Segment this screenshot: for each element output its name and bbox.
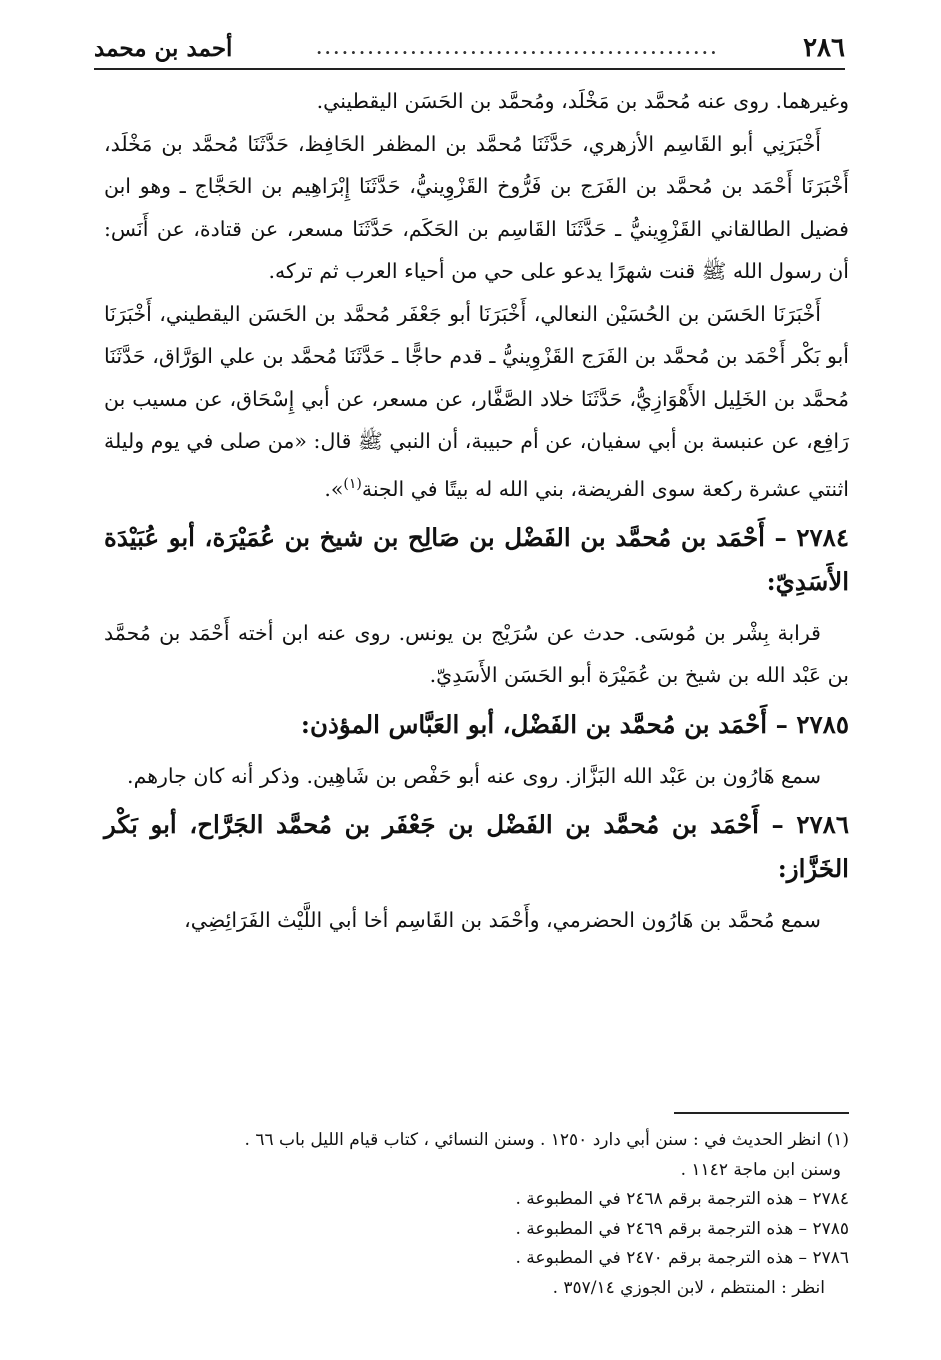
footnote-2785: ٢٧٨٥ – هذه الترجمة برقم ٢٤٦٩ في المطبوعة . [515, 1218, 849, 1239]
footnotes [96, 1126, 849, 1303]
main-text [104, 80, 849, 942]
running-title: أحمد بن محمد [94, 34, 233, 62]
hadith-2-end: ». [324, 476, 344, 501]
hadith-paragraph-1: أَخْبَرَنِي أبو القَاسِم الأزهري، حَدَّثَنَا مُحمَّد بن المظفر الحَافِظ، حَدَّثَنَا مُحمَّد بن مَخْلَد، أَخْبَرَنَا أَحْمَد بن مُحمَّد بن الفَرَج بن فَرُّوخ القَزْوِينيُّ، حَدَّثَنَا إِبْرَاهِيم بن الحَجَّاج ـ وهو ابن فضيل الطالقاني القَزْوِينيُّ ـ حَدَّثَنَا القَاسِم بن الحَكَم، حَدَّثَنَا مسعر، عن قتادة، عن أَنَس: أن رسول الله ﷺ قنت شهرًا يدعو على حي من أحياء العرب ثم تركه. [104, 131, 849, 283]
page-number: ٢٨٦ [803, 33, 845, 63]
footnote-1-line-1: (١) انظر الحديث في : سنن أبي دارد ١٢٥٠ . وسنن النسائي ، كتاب قيام الليل باب ٦٦ . [244, 1130, 849, 1150]
entry-2784-heading: ٢٧٨٤ – أَحْمَد بن مُحمَّد بن الفَضْل بن صَالِح بن شيخ بن عُمَيْرَة، أبو عُبَيْدَة الأَسَدِيّ: [104, 522, 849, 596]
header-leader-dots: ............................................... [316, 38, 720, 58]
running-header [94, 28, 845, 70]
footnote-2784: ٢٧٨٤ – هذه الترجمة برقم ٢٤٦٨ في المطبوعة . [515, 1189, 849, 1209]
entry-2785-heading: ٢٧٨٥ – أَحْمَد بن مُحمَّد بن الفَضْل، أبو العَبَّاس المؤذن: [300, 709, 849, 739]
footnote-see-also: انظر : المنتظم ، لابن الجوزي ٣٥٧/١٤ . [552, 1277, 825, 1298]
footnote-2786: ٢٧٨٦ – هذه الترجمة برقم ٢٤٧٠ في المطبوعة . [515, 1248, 849, 1268]
entry-2785-text: سمع هَارُون بن عَبْد الله البَزَّاز. روى عنه أبو حَفْص بن شَاهِين. وذكر أنه كان جارهم. [127, 763, 821, 788]
entry-2786-text: سمع مُحمَّد بن هَارُون الحضرمي، وأَحْمَد بن القَاسِم أخا أبي اللَّيْث الفَرَائِضِي، [184, 908, 821, 933]
intro-paragraph: وغيرهما. روى عنه مُحمَّد بن مَخْلَد، ومُحمَّد بن الحَسَن اليقطيني. [316, 89, 849, 113]
entry-2784-text: قرابة بِشْر بن مُوسَى. حدث عن سُرَيْج بن يونس. روى عنه ابن أخته أَحْمَد بن مُحمَّد بن عَبْد الله بن شيخ بن عُمَيْرَة أبو الحَسَن الأَسَدِيّ. [104, 620, 849, 688]
hadith-paragraph-2 [104, 293, 849, 510]
hadith-2-text: أَخْبَرَنَا الحَسَن بن الحُسَيْن النعالي، أَخْبَرَنَا أبو جَعْفَر مُحمَّد بن الحَسَن اليقطيني، أَخْبَرَنَا أبو بَكْر أَحْمَد بن مُحمَّد بن الفَرَج القَزْوِينيُّ ـ قدم حاجًّا ـ حَدَّثَنَا مُحمَّد بن علي الوَرَّاق، حَدَّثَنَا مُحمَّد بن الخَلِيل الأَهْوَازِيُّ، حَدَّثَنَا خلاد الصَّفَّار، عن مسعر، عن أبي إِسْحَاق، عن مسيب بن رَافِع، عن عنبسة بن أبي سفيان، عن أم حبيبة، أن النبي ﷺ قال: «من صلى في يوم وليلة اثنتي عشرة ركعة سوى الفريضة، بني الله له بيتًا في الجنة [104, 301, 849, 501]
footnote-1-line-2: وسنن ابن ماجة ١١٤٢ . [680, 1159, 841, 1180]
footnote-separator [674, 1112, 849, 1114]
entry-2786-heading: ٢٧٨٦ – أَحْمَد بن مُحمَّد بن الفَضْل بن جَعْفَر بن مُحمَّد الجَرَّاح، أبو بَكْر الخَزَّاز: [104, 810, 849, 884]
footnote-marker: (١) [343, 475, 362, 492]
